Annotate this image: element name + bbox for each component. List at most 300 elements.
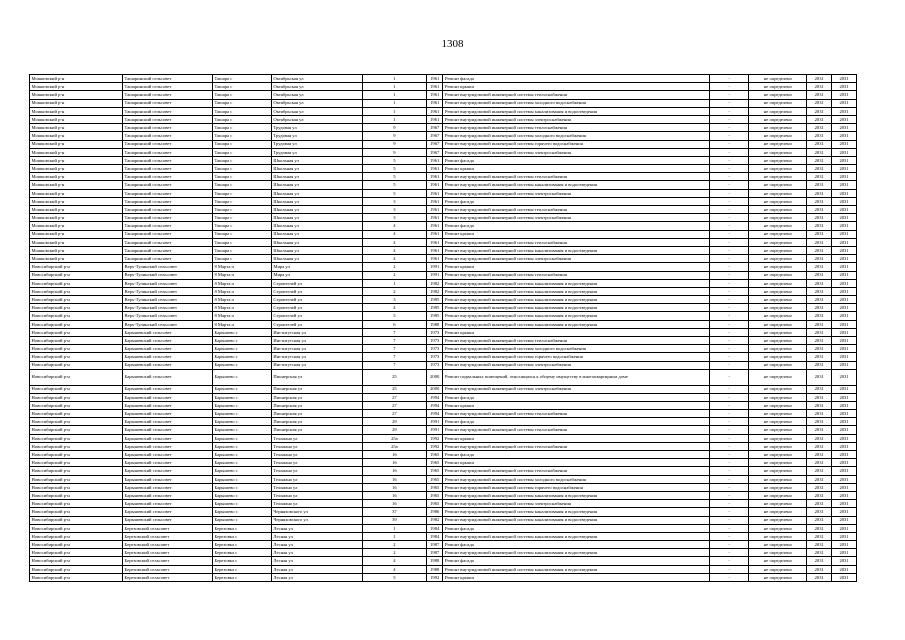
year-built-cell: 1991 (426, 263, 443, 271)
status-cell: не определено (749, 320, 807, 328)
year-start-cell: 2031 (807, 238, 832, 246)
year-start-cell: 2031 (807, 279, 832, 287)
year-start-cell: 2031 (807, 75, 832, 83)
year-start-cell: 2031 (807, 328, 832, 336)
work-type-cell: Ремонт внутридомовой инженерной системы горячего водоснабжения (443, 353, 710, 361)
status-cell: не определено (749, 279, 807, 287)
year-built-cell: 1961 (426, 238, 443, 246)
locality-cell: Ташара с (212, 107, 271, 115)
district-cell: Новосибирский р-н (30, 393, 123, 401)
status-cell: не определено (749, 418, 807, 426)
settlement-cell: Верх-Тулинский сельсовет (123, 304, 213, 312)
year-built-cell: 2000 (426, 385, 443, 393)
area-cell: - (710, 230, 749, 238)
status-cell: не определено (749, 165, 807, 173)
year-built-cell: 1967 (426, 132, 443, 140)
street-cell: Тельмана ул (271, 467, 362, 475)
year-start-cell: 2031 (807, 206, 832, 214)
year-built-cell: 1961 (426, 165, 443, 173)
house-cell: 4 (362, 222, 426, 230)
street-cell: Институтская ул (271, 345, 362, 353)
work-type-cell: Ремонт фасада (443, 557, 710, 565)
locality-cell: Барышево с (212, 500, 271, 508)
district-cell: Новосибирский р-н (30, 271, 123, 279)
status-cell: не определено (749, 99, 807, 107)
work-type-cell: Ремонт внутридомовой инженерной системы теплоснабжения (443, 206, 710, 214)
year-start-cell: 2031 (807, 508, 832, 516)
area-cell: - (710, 99, 749, 107)
status-cell: не определено (749, 296, 807, 304)
house-cell: 2 (362, 263, 426, 271)
house-cell: 3 (362, 197, 426, 205)
district-cell: Новосибирский р-н (30, 459, 123, 467)
table-row (30, 230, 857, 238)
area-cell: - (710, 393, 749, 401)
table-row (30, 557, 857, 565)
work-type-cell: Ремонт внутридомовой инженерной системы канализования и водоотведения (443, 565, 710, 573)
house-cell: 5 (362, 156, 426, 164)
year-end-cell: 2031 (832, 263, 857, 271)
street-cell: Лесная ул (271, 549, 362, 557)
year-built-cell: 1961 (426, 255, 443, 263)
work-type-cell: Ремонт внутридомовой инженерной системы холодного водоснабжения (443, 475, 710, 483)
area-cell: - (710, 115, 749, 123)
locality-cell: 8 Марта п (212, 312, 271, 320)
table-row (30, 197, 857, 205)
status-cell: не определено (749, 459, 807, 467)
year-end-cell: 2031 (832, 541, 857, 549)
house-cell: 2 (362, 287, 426, 295)
house-cell: 7 (362, 353, 426, 361)
settlement-cell: Барышевский сельсовет (123, 475, 213, 483)
year-start-cell: 2031 (807, 475, 832, 483)
district-cell: Мошковский р-н (30, 124, 123, 132)
year-built-cell: 1985 (426, 296, 443, 304)
district-cell: Новосибирский р-н (30, 320, 123, 328)
year-end-cell: 2031 (832, 557, 857, 565)
district-cell: Новосибирский р-н (30, 418, 123, 426)
locality-cell: Ташара с (212, 165, 271, 173)
settlement-cell: Барышевский сельсовет (123, 426, 213, 434)
year-built-cell: 1988 (426, 557, 443, 565)
street-cell: Черняховского ул (271, 508, 362, 516)
year-start-cell: 2031 (807, 345, 832, 353)
settlement-cell: Барышевский сельсовет (123, 451, 213, 459)
year-start-cell: 2031 (807, 189, 832, 197)
settlement-cell: Ташаринский сельсовет (123, 165, 213, 173)
area-cell: - (710, 337, 749, 345)
work-type-cell: Ремонт крыши (443, 434, 710, 442)
year-start-cell: 2031 (807, 246, 832, 254)
table-row (30, 238, 857, 246)
settlement-cell: Ташаринский сельсовет (123, 230, 213, 238)
street-cell: Школьная ул (271, 173, 362, 181)
work-type-cell: Ремонт внутридомовой инженерной системы теплоснабжения (443, 442, 710, 450)
status-cell: не определено (749, 230, 807, 238)
year-end-cell: 2031 (832, 214, 857, 222)
status-cell: не определено (749, 475, 807, 483)
house-cell: 5 (362, 181, 426, 189)
year-end-cell: 2031 (832, 312, 857, 320)
locality-cell: Барышево с (212, 442, 271, 450)
street-cell: Школьная ул (271, 197, 362, 205)
status-cell: не определено (749, 271, 807, 279)
year-end-cell: 2031 (832, 189, 857, 197)
work-type-cell: Ремонт внутридомовой инженерной системы теплоснабжения (443, 173, 710, 181)
locality-cell: Барышево с (212, 475, 271, 483)
year-built-cell: 1965 (426, 467, 443, 475)
year-start-cell: 2031 (807, 549, 832, 557)
year-start-cell: 2031 (807, 271, 832, 279)
settlement-cell: Верх-Тулинский сельсовет (123, 312, 213, 320)
house-cell: 5 (362, 165, 426, 173)
table-row (30, 222, 857, 230)
status-cell: не определено (749, 181, 807, 189)
table-row (30, 467, 857, 475)
street-cell: Черняховского ул (271, 516, 362, 524)
status-cell: не определено (749, 115, 807, 123)
locality-cell: Барышево с (212, 451, 271, 459)
house-cell: 37 (362, 508, 426, 516)
year-built-cell: 1965 (426, 475, 443, 483)
area-cell: - (710, 532, 749, 540)
year-start-cell: 2031 (807, 451, 832, 459)
area-cell: - (710, 206, 749, 214)
street-cell: Школьная ул (271, 165, 362, 173)
status-cell: не определено (749, 361, 807, 369)
work-type-cell: Ремонт крыши (443, 230, 710, 238)
status-cell: не определено (749, 524, 807, 532)
district-cell: Мошковский р-н (30, 115, 123, 123)
area-cell: - (710, 271, 749, 279)
street-cell: Октябрьская ул (271, 107, 362, 115)
work-type-cell: Ремонт фасада (443, 197, 710, 205)
page-number: 1308 (441, 38, 464, 50)
work-type-cell: Ремонт крыши (443, 573, 710, 581)
locality-cell: Ташара с (212, 214, 271, 222)
area-cell: - (710, 255, 749, 263)
year-end-cell: 2031 (832, 99, 857, 107)
work-type-cell: Ремонт внутридомовой инженерной системы теплоснабжения (443, 410, 710, 418)
work-type-cell: Ремонт внутридомовой инженерной системы теплоснабжения (443, 337, 710, 345)
table-row (30, 532, 857, 540)
settlement-cell: Ташаринский сельсовет (123, 132, 213, 140)
settlement-cell: Барышевский сельсовет (123, 418, 213, 426)
work-type-cell: Ремонт внутридомовой инженерной системы электроснабжения (443, 115, 710, 123)
status-cell: не определено (749, 238, 807, 246)
work-type-cell: Ремонт внутридомовой инженерной системы холодного водоснабжения (443, 132, 710, 140)
year-built-cell: 1961 (426, 107, 443, 115)
work-type-cell: Ремонт внутридомовой инженерной системы канализования и водоотведения (443, 320, 710, 328)
house-cell: 1 (362, 524, 426, 532)
locality-cell: Березовка с (212, 549, 271, 557)
district-cell: Новосибирский р-н (30, 369, 123, 385)
house-cell: 7 (362, 328, 426, 336)
street-cell: Школьная ул (271, 246, 362, 254)
district-cell: Новосибирский р-н (30, 500, 123, 508)
house-cell: 6 (362, 320, 426, 328)
year-start-cell: 2031 (807, 230, 832, 238)
year-built-cell: 1961 (426, 197, 443, 205)
settlement-cell: Барышевский сельсовет (123, 401, 213, 409)
area-cell: - (710, 467, 749, 475)
status-cell: не определено (749, 573, 807, 581)
year-end-cell: 2031 (832, 573, 857, 581)
status-cell: не определено (749, 124, 807, 132)
street-cell: Институтская ул (271, 361, 362, 369)
street-cell: Трудовая ул (271, 140, 362, 148)
district-cell: Новосибирский р-н (30, 475, 123, 483)
house-cell: 4 (362, 304, 426, 312)
street-cell: Октябрьская ул (271, 83, 362, 91)
locality-cell: 8 Марта п (212, 271, 271, 279)
house-cell: 5 (362, 189, 426, 197)
street-cell: Лесная ул (271, 573, 362, 581)
house-cell: 4 (362, 246, 426, 254)
year-end-cell: 2031 (832, 124, 857, 132)
settlement-cell: Ташаринский сельсовет (123, 238, 213, 246)
settlement-cell: Ташаринский сельсовет (123, 189, 213, 197)
year-built-cell: 1961 (426, 230, 443, 238)
year-start-cell: 2031 (807, 83, 832, 91)
work-type-cell: Ремонт внутридомовой инженерной системы канализования и водоотведения (443, 279, 710, 287)
street-cell: Мира ул (271, 271, 362, 279)
locality-cell: 8 Марта п (212, 287, 271, 295)
year-start-cell: 2031 (807, 426, 832, 434)
work-type-cell: Ремонт внутридомовой инженерной системы канализования и водоотведения (443, 312, 710, 320)
status-cell: не определено (749, 189, 807, 197)
settlement-cell: Барышевский сельсовет (123, 434, 213, 442)
year-start-cell: 2031 (807, 296, 832, 304)
locality-cell: Барышево с (212, 491, 271, 499)
status-cell: не определено (749, 401, 807, 409)
work-type-cell: Ремонт внутридомовой инженерной системы канализования и водоотведения (443, 516, 710, 524)
table-row (30, 279, 857, 287)
settlement-cell: Березовский сельсовет (123, 549, 213, 557)
status-cell: не определено (749, 197, 807, 205)
table-row (30, 206, 857, 214)
locality-cell: Барышево с (212, 328, 271, 336)
year-end-cell: 2031 (832, 451, 857, 459)
year-end-cell: 2031 (832, 279, 857, 287)
work-type-cell: Ремонт внутридомовой инженерной системы электроснабжения (443, 361, 710, 369)
year-end-cell: 2031 (832, 238, 857, 246)
work-type-cell: Ремонт внутридомовой инженерной системы канализования и водоотведения (443, 508, 710, 516)
year-built-cell: 1965 (426, 459, 443, 467)
status-cell: не определено (749, 442, 807, 450)
district-cell: Мошковский р-н (30, 230, 123, 238)
locality-cell: 8 Марта п (212, 263, 271, 271)
settlement-cell: Барышевский сельсовет (123, 345, 213, 353)
district-cell: Новосибирский р-н (30, 541, 123, 549)
settlement-cell: Барышевский сельсовет (123, 483, 213, 491)
area-cell: - (710, 369, 749, 385)
year-start-cell: 2031 (807, 312, 832, 320)
district-cell: Новосибирский р-н (30, 516, 123, 524)
area-cell: - (710, 549, 749, 557)
work-type-cell: Ремонт внутридомовой инженерной системы теплоснабжения (443, 124, 710, 132)
area-cell: - (710, 222, 749, 230)
table-row (30, 165, 857, 173)
repair-program-table (29, 74, 857, 582)
street-cell: Школьная ул (271, 222, 362, 230)
house-cell: 1 (362, 532, 426, 540)
year-built-cell: 1967 (426, 140, 443, 148)
house-cell: 16 (362, 467, 426, 475)
year-end-cell: 2031 (832, 75, 857, 83)
area-cell: - (710, 385, 749, 393)
status-cell: не определено (749, 345, 807, 353)
district-cell: Мошковский р-н (30, 206, 123, 214)
year-start-cell: 2031 (807, 156, 832, 164)
locality-cell: Барышево с (212, 361, 271, 369)
work-type-cell: Ремонт внутридомовой инженерной системы канализования и водоотведения (443, 304, 710, 312)
street-cell: Пионерская ул (271, 410, 362, 418)
status-cell: не определено (749, 353, 807, 361)
locality-cell: Барышево с (212, 459, 271, 467)
street-cell: Школьная ул (271, 255, 362, 263)
year-start-cell: 2031 (807, 467, 832, 475)
table-row (30, 91, 857, 99)
district-cell: Мошковский р-н (30, 255, 123, 263)
locality-cell: Березовка с (212, 573, 271, 581)
house-cell: 5 (362, 312, 426, 320)
status-cell: не определено (749, 500, 807, 508)
settlement-cell: Ташаринский сельсовет (123, 83, 213, 91)
locality-cell: Ташара с (212, 255, 271, 263)
year-start-cell: 2031 (807, 148, 832, 156)
house-cell: 3 (362, 206, 426, 214)
area-cell: - (710, 426, 749, 434)
house-cell: 9 (362, 140, 426, 148)
area-cell: - (710, 165, 749, 173)
area-cell: - (710, 345, 749, 353)
area-cell: - (710, 483, 749, 491)
settlement-cell: Барышевский сельсовет (123, 491, 213, 499)
year-start-cell: 2031 (807, 255, 832, 263)
district-cell: Мошковский р-н (30, 197, 123, 205)
locality-cell: Ташара с (212, 148, 271, 156)
district-cell: Мошковский р-н (30, 214, 123, 222)
table-row (30, 361, 857, 369)
area-cell: - (710, 353, 749, 361)
status-cell: не определено (749, 434, 807, 442)
year-start-cell: 2031 (807, 320, 832, 328)
year-built-cell: 1982 (426, 279, 443, 287)
area-cell: - (710, 557, 749, 565)
locality-cell: Ташара с (212, 83, 271, 91)
table-row (30, 189, 857, 197)
status-cell: не определено (749, 508, 807, 516)
status-cell: не определено (749, 91, 807, 99)
house-cell: 16 (362, 500, 426, 508)
area-cell: - (710, 238, 749, 246)
work-type-cell: Ремонт фасада (443, 418, 710, 426)
year-end-cell: 2031 (832, 296, 857, 304)
table-row (30, 483, 857, 491)
table-row (30, 320, 857, 328)
work-type-cell: Ремонт внутридомовой инженерной системы холодного водоснабжения (443, 345, 710, 353)
locality-cell: Барышево с (212, 337, 271, 345)
district-cell: Новосибирский р-н (30, 287, 123, 295)
street-cell: Пионерская ул (271, 385, 362, 393)
year-built-cell: 1961 (426, 75, 443, 83)
year-start-cell: 2031 (807, 214, 832, 222)
work-type-cell: Ремонт внутридомовой инженерной системы канализования и водоотведения (443, 532, 710, 540)
year-end-cell: 2031 (832, 328, 857, 336)
work-type-cell: Ремонт внутридомовой инженерной системы электроснабжения (443, 385, 710, 393)
street-cell: Лесная ул (271, 524, 362, 532)
year-built-cell: 1973 (426, 345, 443, 353)
status-cell: не определено (749, 467, 807, 475)
year-start-cell: 2031 (807, 222, 832, 230)
locality-cell: Ташара с (212, 99, 271, 107)
work-type-cell: Ремонт внутридомовой инженерной системы канализования и водоотведения (443, 246, 710, 254)
work-type-cell: Ремонт внутридомовой инженерной системы теплоснабжения (443, 238, 710, 246)
year-start-cell: 2031 (807, 173, 832, 181)
locality-cell: Березовка с (212, 524, 271, 532)
work-type-cell: Ремонт внутридомовой инженерной системы электроснабжения (443, 148, 710, 156)
house-cell: 3 (362, 296, 426, 304)
area-cell: - (710, 132, 749, 140)
year-built-cell: 1973 (426, 361, 443, 369)
work-type-cell: Ремонт подвальных помещений, относящихся к общему имуществу в многоквартирном доме (443, 369, 710, 385)
status-cell: не определено (749, 132, 807, 140)
district-cell: Новосибирский р-н (30, 361, 123, 369)
year-built-cell: 1991 (426, 418, 443, 426)
district-cell: Новосибирский р-н (30, 353, 123, 361)
house-cell: 2 (362, 271, 426, 279)
district-cell: Новосибирский р-н (30, 385, 123, 393)
year-built-cell: 1973 (426, 328, 443, 336)
settlement-cell: Ташаринский сельсовет (123, 148, 213, 156)
street-cell: Октябрьская ул (271, 91, 362, 99)
status-cell: не определено (749, 287, 807, 295)
district-cell: Мошковский р-н (30, 107, 123, 115)
year-end-cell: 2031 (832, 91, 857, 99)
locality-cell: 8 Марта п (212, 320, 271, 328)
house-cell: 29 (362, 418, 426, 426)
settlement-cell: Ташаринский сельсовет (123, 255, 213, 263)
table-row (30, 124, 857, 132)
table-row (30, 140, 857, 148)
street-cell: Школьная ул (271, 214, 362, 222)
work-type-cell: Ремонт фасада (443, 75, 710, 83)
year-built-cell: 1961 (426, 189, 443, 197)
locality-cell: Барышево с (212, 393, 271, 401)
street-cell: Октябрьская ул (271, 99, 362, 107)
house-cell: 5 (362, 173, 426, 181)
year-end-cell: 2031 (832, 500, 857, 508)
area-cell: - (710, 312, 749, 320)
locality-cell: 8 Марта п (212, 279, 271, 287)
year-built-cell: 1982 (426, 287, 443, 295)
year-built-cell: 1961 (426, 222, 443, 230)
house-cell: 25 (362, 385, 426, 393)
year-built-cell: 1984 (426, 532, 443, 540)
work-type-cell: Ремонт фасада (443, 222, 710, 230)
district-cell: Новосибирский р-н (30, 304, 123, 312)
settlement-cell: Верх-Тулинский сельсовет (123, 320, 213, 328)
year-end-cell: 2031 (832, 532, 857, 540)
district-cell: Мошковский р-н (30, 99, 123, 107)
year-end-cell: 2031 (832, 156, 857, 164)
status-cell: не определено (749, 410, 807, 418)
locality-cell: Ташара с (212, 115, 271, 123)
settlement-cell: Ташаринский сельсовет (123, 156, 213, 164)
area-cell: - (710, 320, 749, 328)
district-cell: Мошковский р-н (30, 222, 123, 230)
